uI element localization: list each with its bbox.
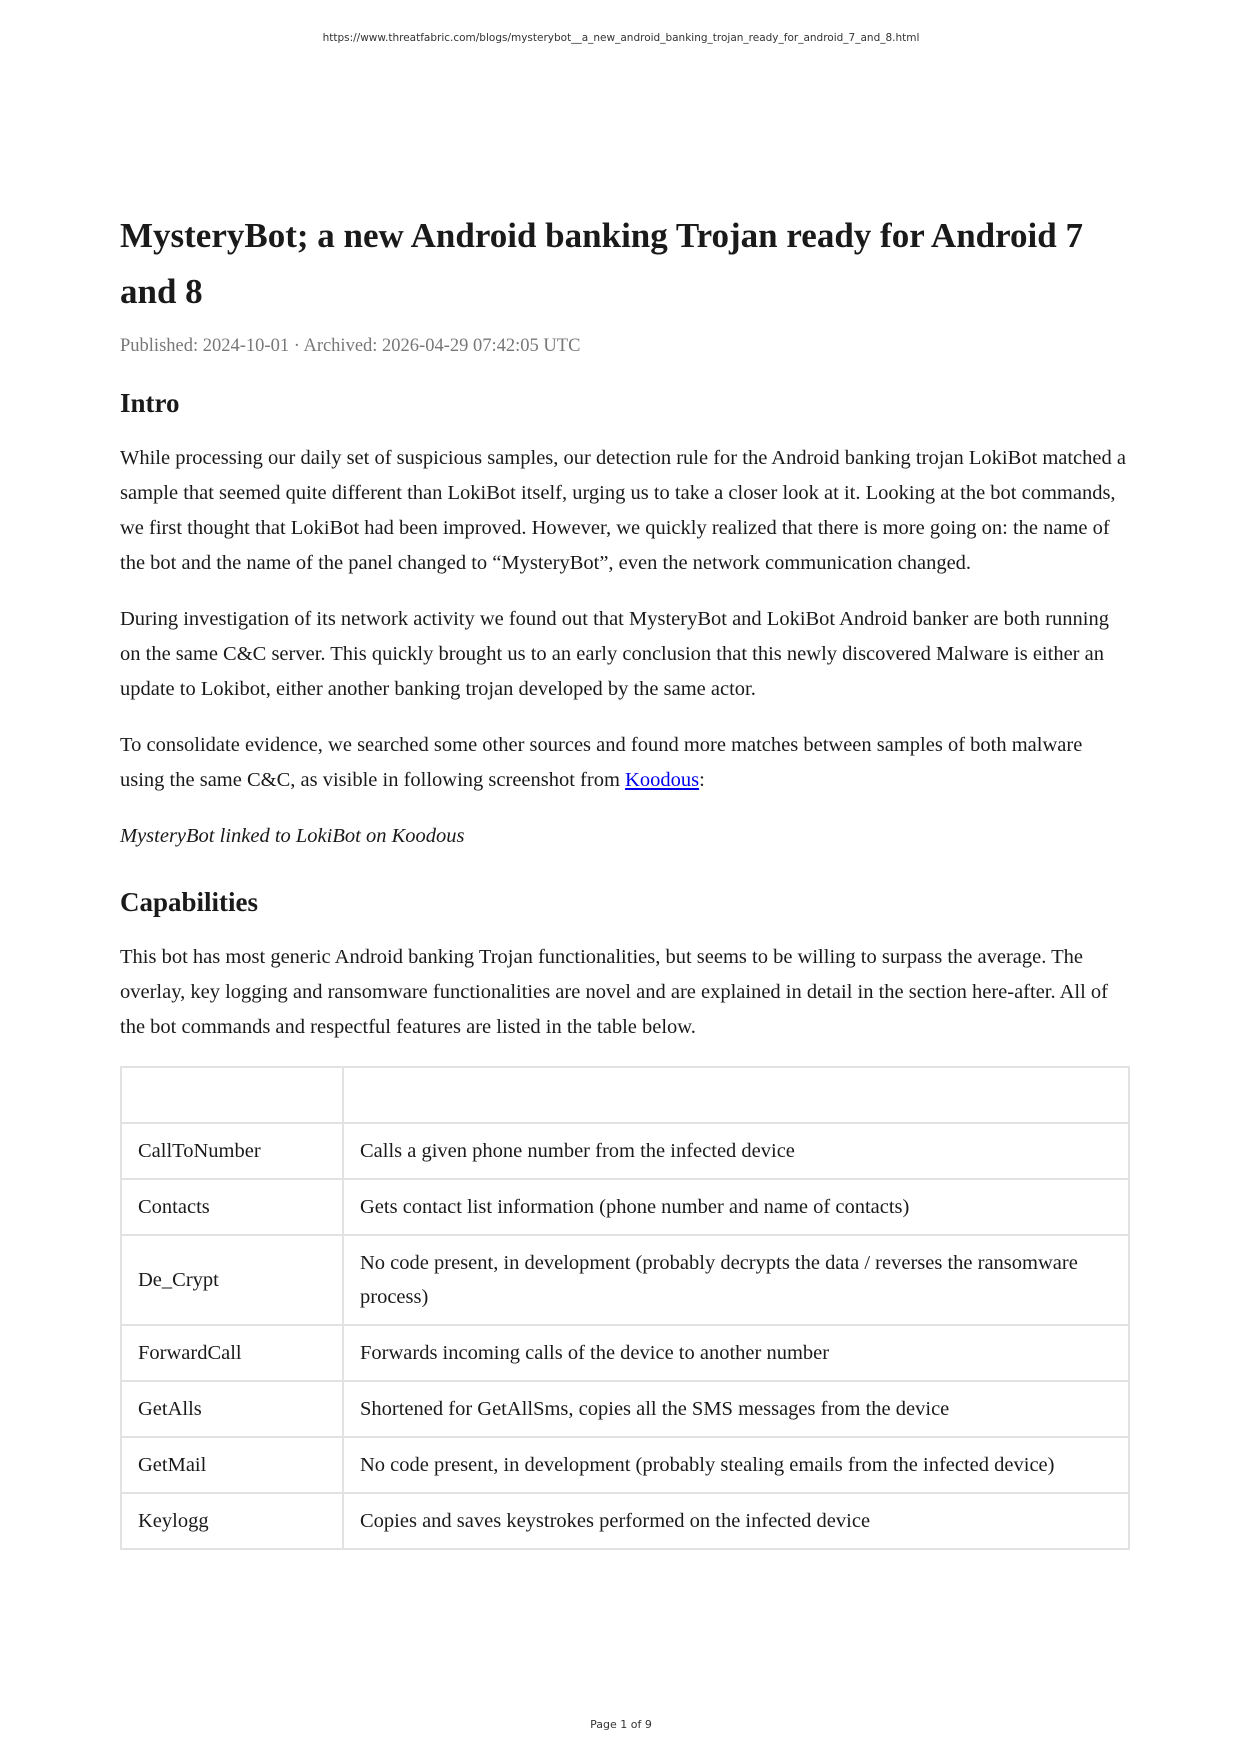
command-description-cell: Shortened for GetAllSms, copies all the SMS messages from the device	[343, 1381, 1129, 1437]
command-description-cell: Copies and saves keystrokes performed on the infected device	[343, 1493, 1129, 1549]
command-description-cell: Gets contact list information (phone number and name of contacts)	[343, 1179, 1129, 1235]
table-header-row	[121, 1067, 1129, 1123]
intro-paragraph-3	[120, 728, 1130, 798]
table-header-cell	[343, 1067, 1129, 1123]
intro-paragraph-1: While processing our daily set of suspicious samples, our detection rule for the Android banking trojan LokiBot matched a sample that seemed quite different than LokiBot itself, urging us to take a closer look at it. Looking at the bot commands, we first thought that LokiBot had been improved. However, we quickly realized that there is more going on: the name of the bot and the name of the panel changed to “MysteryBot”, even the network communication changed.	[120, 447, 1126, 574]
intro-paragraph-2: During investigation of its network activity we found out that MysteryBot and LokiBot Android banker are both running on the same C&C server. This quickly brought us to an early conclusion that this newly discovered Malware is either an update to Lokibot, either another banking trojan developed by the same actor.	[120, 608, 1109, 700]
article-title: MysteryBot; a new Android banking Trojan ready for Android 7 and 8	[120, 216, 1083, 311]
command-name-cell: Contacts	[121, 1179, 343, 1235]
intro-p3-text: To consolidate evidence, we searched some other sources and found more matches between samples of both malware using the same C&C, as visible in following screenshot from	[120, 734, 1083, 791]
table-row	[121, 1123, 1129, 1179]
intro-p3-end: :	[699, 769, 705, 791]
table-row	[121, 1325, 1129, 1381]
command-description-cell: Forwards incoming calls of the device to another number	[343, 1325, 1129, 1381]
capabilities-paragraph: This bot has most generic Android banking Trojan functionalities, but seems to be willing to surpass the average. The overlay, key logging and ransomware functionalities are novel and are explained in detail in the section here-after. All of the bot commands and respectful features are listed in the table below.	[120, 946, 1109, 1038]
page-number: Page 1 of 9	[590, 1718, 652, 1731]
command-name-cell: Keylogg	[121, 1493, 343, 1549]
command-name-cell: GetMail	[121, 1437, 343, 1493]
commands-table	[120, 1066, 1130, 1550]
koodous-link[interactable]: Koodous	[625, 769, 700, 791]
page-url: https://www.threatfabric.com/blogs/mysterybot__a_new_android_banking_trojan_ready_for_android_7_and_8.html	[322, 32, 920, 44]
table-row	[121, 1235, 1129, 1325]
command-description-cell: Calls a given phone number from the infected device	[343, 1123, 1129, 1179]
figure-caption: MysteryBot linked to LokiBot on Koodous	[120, 825, 465, 847]
command-name-cell: ForwardCall	[121, 1325, 343, 1381]
article	[120, 208, 1130, 1550]
table-row	[121, 1493, 1129, 1549]
command-description-cell: No code present, in development (probably decrypts the data / reverses the ransomware process)	[343, 1235, 1129, 1325]
command-name-cell: CallToNumber	[121, 1123, 343, 1179]
table-row	[121, 1437, 1129, 1493]
command-name-cell: De_Crypt	[121, 1235, 343, 1325]
table-header-cell	[121, 1067, 343, 1123]
command-name-cell: GetAlls	[121, 1381, 343, 1437]
table-row	[121, 1179, 1129, 1235]
article-meta: Published: 2024-10-01 · Archived: 2026-04-29 07:42:05 UTC	[120, 336, 581, 356]
intro-heading: Intro	[120, 388, 180, 418]
command-description-cell: No code present, in development (probably stealing emails from the infected device)	[343, 1437, 1129, 1493]
table-row	[121, 1381, 1129, 1437]
capabilities-heading: Capabilities	[120, 887, 259, 917]
